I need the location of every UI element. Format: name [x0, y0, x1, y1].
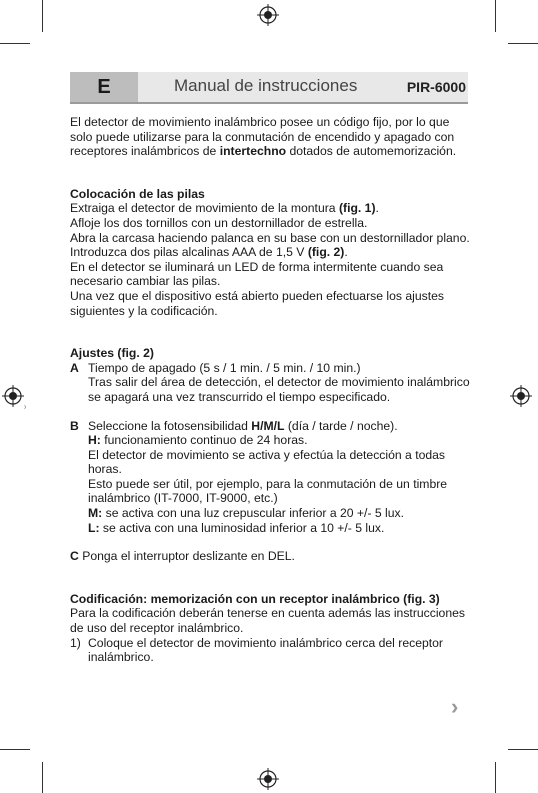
page-title: Manual de instrucciones	[174, 76, 358, 95]
registration-mark-right-icon	[510, 385, 532, 407]
battery-step-4-text: Introduzca dos pilas alcalinas AAA de 1,5 V	[70, 245, 308, 260]
battery-step-4-end: .	[344, 245, 348, 260]
battery-step-1-text: Extraiga el detector de movimiento de la montura	[70, 201, 339, 216]
brand-name: intertechno	[219, 144, 287, 159]
intro-text-end: dotados de automemorización.	[286, 144, 457, 159]
setting-c-letter: C	[70, 549, 79, 564]
battery-step-6: Una vez que el dispositivo está abierto pueden efectuarse los ajustes siguientes y la codificación.	[70, 288, 444, 318]
side-print-mark: ⁾	[24, 404, 26, 413]
registration-mark-top-icon	[257, 4, 279, 26]
setting-b-h	[88, 433, 470, 448]
battery-step-3: Abra la carcasa haciendo palanca en su base con un destornillador plano.	[70, 230, 470, 245]
h-label: H:	[88, 433, 101, 448]
manual-content	[70, 115, 470, 665]
setting-a-line1: Tiempo de apagado (5 s / 1 min. / 5 min. / 10 min.)	[88, 360, 361, 375]
m-text: se activa con una luz crepuscular inferior a 20 +/- 5 lux.	[102, 506, 405, 521]
crop-mark-bottom-left-h	[0, 749, 30, 750]
setting-c	[70, 549, 470, 564]
setting-b-line4: Esto puede ser útil, por ejemplo, para la conmutación de un timbre inalámbrico (IT-7000, IT-9000, etc.)	[88, 476, 448, 506]
model-number: PIR-6000	[406, 79, 466, 95]
coding-intro: Para la codificación deberán tenerse en cuenta además las instrucciones de uso del receptor inalámbrico.	[70, 606, 465, 636]
coding-step-1	[70, 636, 470, 665]
battery-step-5: En el detector se iluminará un LED de forma intermitente cuando sea necesario cambiar las pilas.	[70, 259, 444, 289]
setting-b-line1-text: Seleccione la fotosensibilidad	[88, 418, 252, 433]
battery-step-2: Afloje los dos tornillos con un destornillador de estrella.	[70, 215, 368, 230]
setting-b	[70, 419, 470, 536]
setting-b-m	[88, 506, 470, 521]
setting-b-l	[88, 521, 470, 536]
figure-ref: (fig. 1)	[338, 201, 376, 216]
coding-step-1-number: 1)	[70, 635, 81, 650]
l-text: se activa con una luminosidad inferior a 10 +/- 5 lux.	[99, 520, 385, 535]
page-header	[70, 72, 468, 104]
crop-mark-top-right-v	[495, 0, 496, 32]
battery-step-1-end: .	[375, 201, 379, 216]
m-label: M:	[88, 506, 103, 521]
language-badge: E	[70, 72, 138, 102]
intro-paragraph	[70, 115, 470, 159]
section-title-batteries: Colocación de las pilas	[70, 186, 205, 201]
setting-c-text: Ponga el interruptor deslizante en DEL.	[78, 549, 295, 564]
crop-mark-top-left-h	[0, 43, 30, 44]
figure-ref: (fig. 2)	[307, 245, 345, 260]
registration-mark-left-icon	[2, 385, 24, 407]
intro-text: El detector de movimiento inalámbrico posee un código fijo, por lo que solo puede utilizarse para la conmutación de encendido y apagado con receptores inalámbricos de	[70, 115, 455, 159]
crop-mark-top-right-h	[508, 43, 538, 44]
crop-mark-bottom-right-h	[508, 749, 538, 750]
sensitivity-options: H/M/L	[251, 418, 285, 433]
coding-step-1-text: Coloque el detector de movimiento inalámbrico cerca del receptor inalámbrico.	[88, 635, 443, 665]
crop-mark-bottom-left-v	[42, 762, 43, 793]
setting-b-line1-end: (día / tarde / noche).	[284, 418, 398, 433]
battery-step-4	[70, 245, 470, 260]
crop-mark-top-left-v	[42, 0, 43, 32]
setting-a-letter: A	[70, 360, 79, 375]
setting-a	[70, 361, 470, 405]
next-page-arrow-icon: ›	[451, 694, 459, 719]
registration-mark-bottom-icon	[257, 768, 279, 790]
h-text: funcionamiento continuo de 24 horas.	[100, 433, 308, 448]
battery-step-1	[70, 201, 470, 216]
section-title-coding: Codificación: memorización con un receptor inalámbrico (fig. 3)	[70, 591, 440, 606]
l-label: L:	[88, 520, 100, 535]
setting-b-letter: B	[70, 418, 79, 433]
setting-a-line2: Tras salir del área de detección, el detector de movimiento inalámbrico se apagará una vez transcurrido el tiempo especificado.	[88, 375, 470, 404]
setting-b-line3: El detector de movimiento se activa y efectúa la detección a todas horas.	[88, 447, 446, 477]
section-title-settings: Ajustes (fig. 2)	[70, 346, 154, 361]
crop-mark-bottom-right-v	[495, 762, 496, 793]
setting-b-line1	[88, 419, 470, 434]
